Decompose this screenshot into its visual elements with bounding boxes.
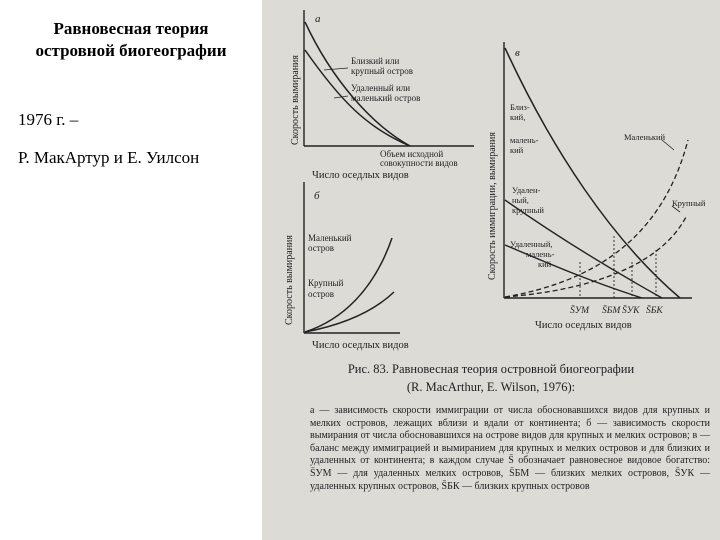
panel-c-label-far-small-1: Удаленный, <box>510 239 553 249</box>
panel-b-label-large-1: Крупный <box>308 278 344 288</box>
panel-a-label-near-large-2: крупный остров <box>351 66 414 76</box>
panel-c <box>504 42 692 298</box>
panel-c-label-large-curve: Крупный <box>672 198 706 208</box>
panel-b-label-large-2: остров <box>308 289 335 299</box>
slide-title <box>0 18 262 62</box>
panel-c-label-s-bm: S̄БМ <box>602 306 621 316</box>
panel-b-letter: б <box>314 190 320 202</box>
panel-c-label-near-small-2: кий, <box>510 112 526 122</box>
panel-c-label-small-curve: Маленький <box>624 132 666 142</box>
slide-title-line-1: Равновесная теория <box>53 19 209 38</box>
panel-c-label-far-large-3: крупный <box>512 205 544 215</box>
panel-b <box>304 182 400 333</box>
panel-c-label-far-small-3: кий <box>538 259 552 269</box>
panel-b-xlabel: Число оседлых видов <box>312 340 409 351</box>
panel-c-label-far-large-2: ный, <box>512 195 529 205</box>
panel-b-label-small-2: остров <box>308 243 335 253</box>
slide-authors: Р. МакАртур и Е. Уилсон <box>18 148 200 167</box>
panel-c-label-near-small-1: Близ- <box>510 102 530 112</box>
panel-a-letter: а <box>315 13 321 25</box>
caption-reference: (R. MacArthur, E. Wilson, 1976): <box>406 380 576 394</box>
panel-a-label-far-small-1: Удаленный или <box>351 83 411 93</box>
panel-a-label-pool-2: совокупности видов <box>380 158 458 168</box>
panel-a-ylabel: Скорость вымирания <box>290 55 301 145</box>
panel-c-xlabel: Число оседлых видов <box>535 320 632 331</box>
panel-c-label-s-um: S̄УМ <box>570 306 590 316</box>
slide-year: 1976 г. – <box>18 110 79 129</box>
panel-b-ylabel: Скорость вымирания <box>284 235 295 325</box>
scanned-figure <box>262 0 720 540</box>
panel-c-label-far-large-1: Удален- <box>512 185 541 195</box>
panel-a-label-far-small-2: маленький остров <box>351 93 421 103</box>
caption-text: а — зависимость скорости иммиграции от числа обосновавшихся видов для крупных и мелких островов, лежащих вблизи и вдали от континента; б — зависимость скорости вымирания от числа обосновавшихся на острове видов для крупных и мелких островов; в — баланс между иммиграцией и вымиранием для крупных и мелких островов и для близких и удаленных от континента; в каждом случае S̄ обозначает равновесное видовое богатство: S̄УМ — для удаленных мелких островов, S̄БМ — близких мелких островов, S̄УК — удаленных крупных островов, S̄БК — близких крупных островов <box>310 405 710 492</box>
slide-title-line-2: островной биогеографии <box>35 41 227 60</box>
panel-a-label-near-large-1: Близкий или <box>351 56 400 66</box>
panel-a <box>304 10 474 146</box>
panel-c-label-near-small-3: малень- <box>510 135 539 145</box>
panel-c-letter: в <box>515 47 520 59</box>
panel-c-immigration-near-small <box>505 48 680 298</box>
panel-c-ylabel: Скорость иммиграции, вымирания <box>487 132 498 280</box>
panel-a-label-pool-1: Объем исходной <box>380 149 444 159</box>
caption-title: Рис. 83. Равновесная теория островной биогеографии <box>347 362 635 376</box>
panel-c-label-far-small-2: малень- <box>526 249 555 259</box>
panel-a-xlabel: Число оседлых видов <box>312 170 409 181</box>
panel-c-label-s-bk: S̄БК <box>646 306 663 316</box>
caption-body <box>310 405 710 493</box>
panel-c-label-near-small-4: кий <box>510 145 524 155</box>
panel-a-leader-1 <box>324 68 348 70</box>
panel-c-label-s-uk: S̄УК <box>622 306 640 316</box>
panel-b-label-small-1: Маленький <box>308 233 352 243</box>
